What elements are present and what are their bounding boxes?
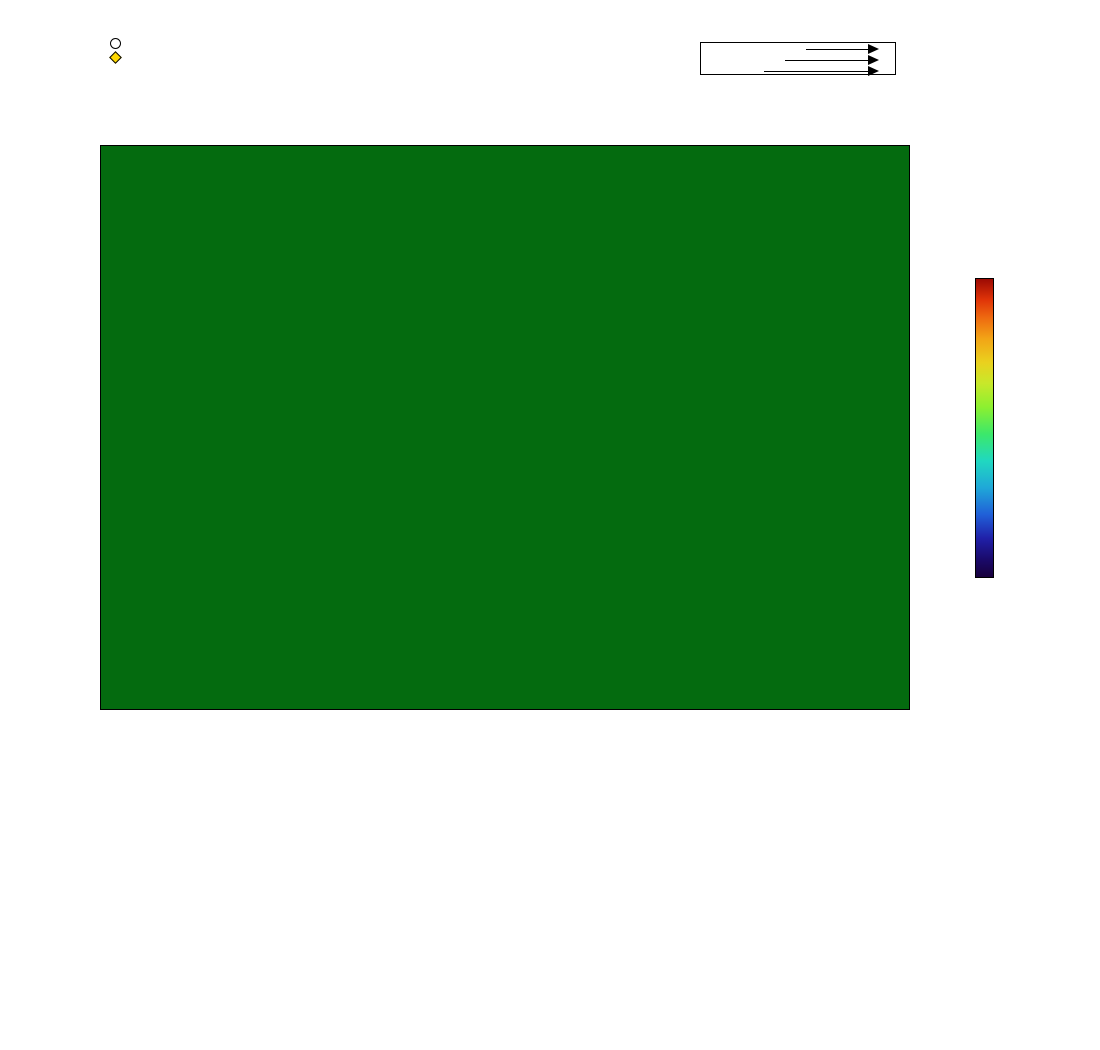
vector-key-line-3	[764, 71, 868, 72]
map-plot-area[interactable]	[100, 145, 910, 710]
colorbar	[975, 278, 994, 578]
vector-key-line-1	[806, 49, 868, 50]
map-legend	[110, 36, 125, 64]
vector-key-row-3	[701, 66, 895, 77]
vector-key-arrow-3	[868, 66, 879, 76]
legend-item-usm	[110, 36, 125, 50]
vector-key-line-2	[785, 60, 868, 61]
ndbc-station-icon	[109, 51, 122, 64]
legend-item-ndbc	[110, 50, 125, 64]
colorbar-gradient	[975, 278, 994, 578]
map-overlay	[101, 146, 908, 708]
vector-key-row-2	[701, 55, 895, 66]
usm-instrumentation-icon	[110, 38, 121, 49]
currents-vector-key	[700, 42, 896, 75]
vector-key-row-1	[701, 44, 895, 55]
vector-key-arrow-2	[868, 55, 879, 65]
vector-key-arrow-1	[868, 44, 879, 54]
